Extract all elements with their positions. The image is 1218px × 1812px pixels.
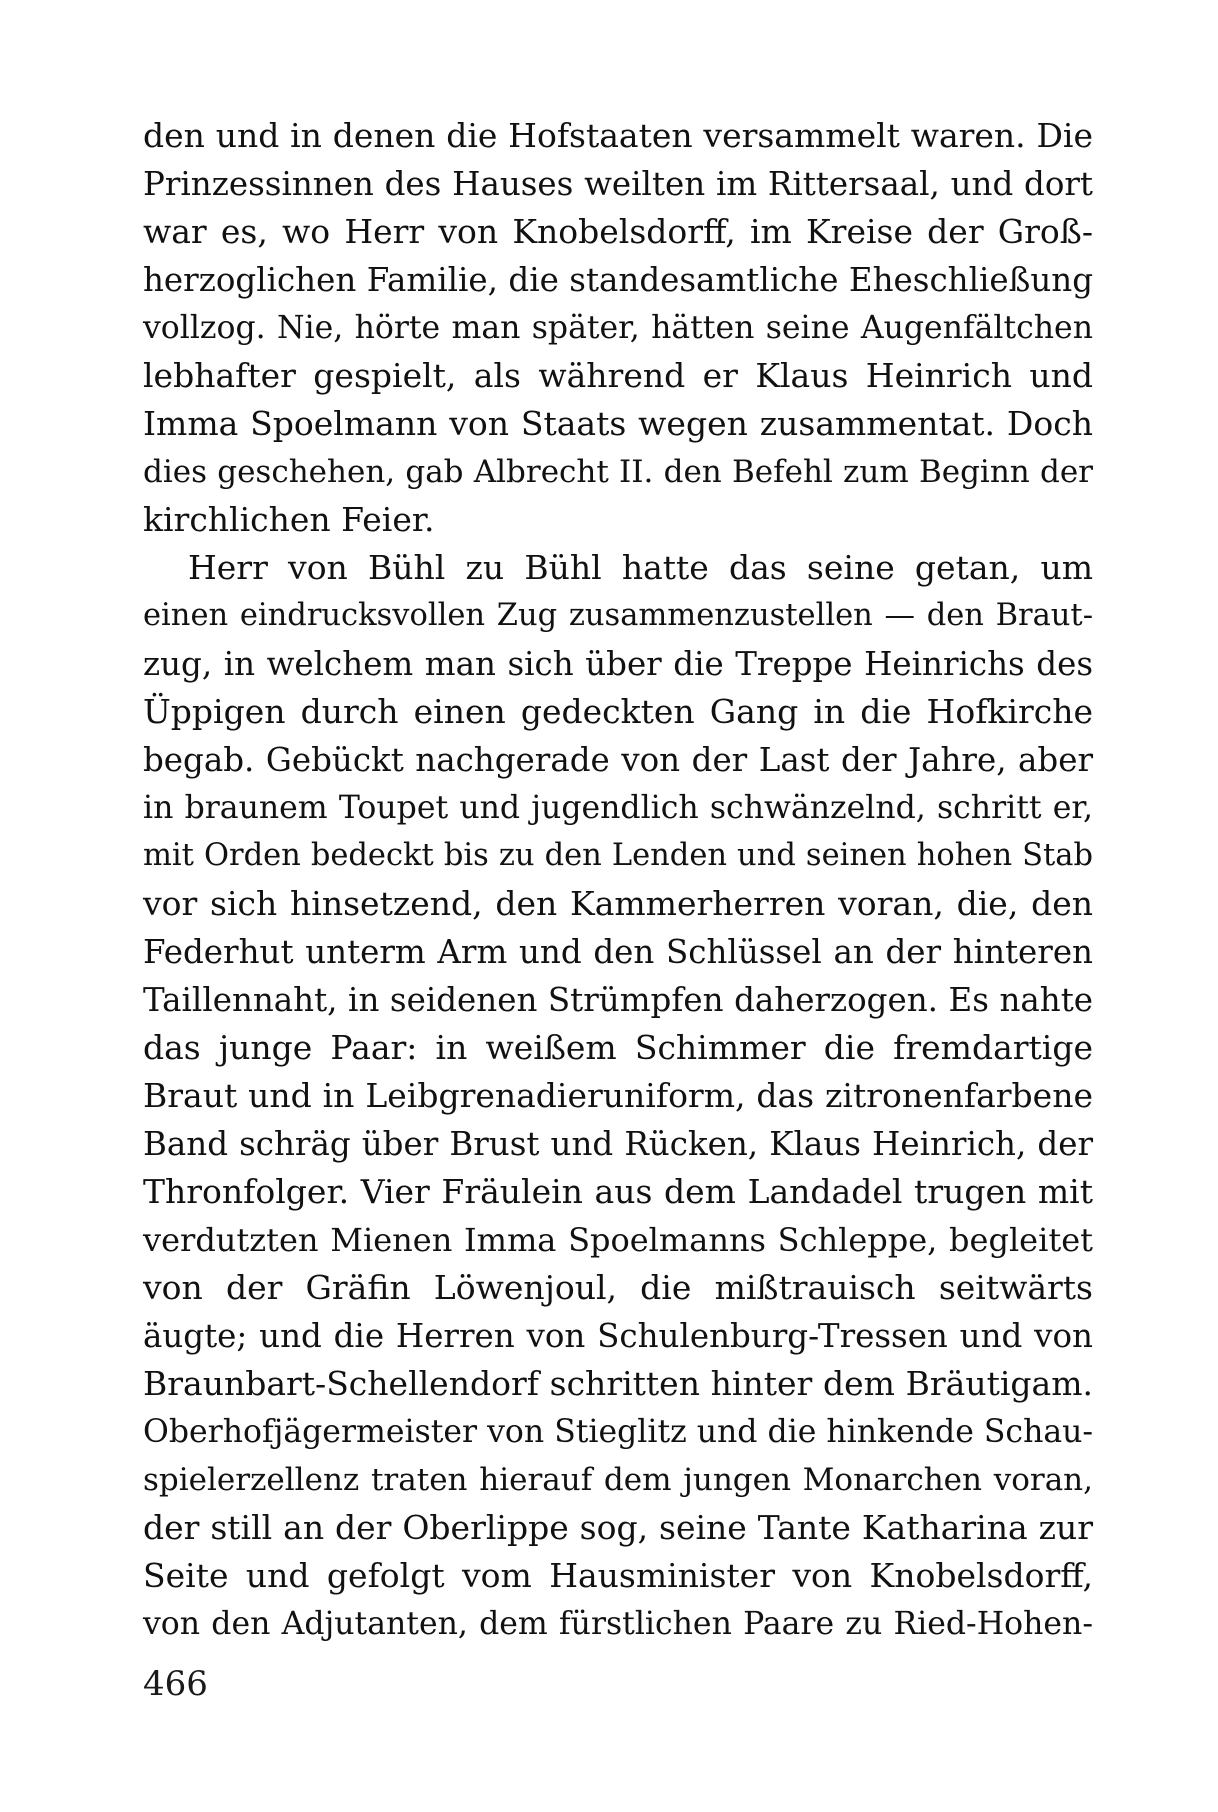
text-line: der still an der Oberlippe sog, seine Tante Katharina zur [143,1508,1093,1547]
text-line: spielerzellenz traten hierauf dem jungen Monarchen voran, [143,1462,1093,1498]
text-line: Oberhofjägermeister von Stieglitz und die hinkende Schau- [143,1414,1094,1450]
text-line: in braunem Toupet und jugendlich schwänzelnd, schritt er, [143,790,1093,826]
text-line: zug, in welchem man sich über die Treppe Heinrichs des [143,645,1093,683]
text-line: äugte; und die Herren von Schulenburg-Tressen und von [143,1317,1093,1355]
text-line: verdutzten Mienen Imma Spoelmanns Schleppe, begleitet [143,1221,1093,1259]
body-text [143,112,1093,1648]
text-line: von den Adjutanten, dem fürstlichen Paare zu Ried-Hohen- [143,1606,1093,1642]
text-line: mit Orden bedeckt bis zu den Lenden und seinen hohen Stab [143,838,1093,873]
text-line: das junge Paar: in weißem Schimmer die fremdartige [143,1028,1093,1067]
text-line: Band schräg über Brust und Rücken, Klaus Heinrich, der [143,1125,1093,1163]
text-line: herzoglichen Familie, die standesamtliche Eheschließung [143,261,1093,299]
text-line: Seite und gefolgt vom Hausminister von Knobelsdorff, [143,1556,1093,1595]
text-line: lebhafter gespielt, als während er Klaus Heinrich und [143,356,1093,395]
page-number: 466 [143,1664,208,1704]
text-line: Thronfolger. Vier Fräulein aus dem Landadel trugen mit [143,1172,1093,1211]
text-line: Federhut unterm Arm und den Schlüssel an der hinteren [143,933,1093,971]
text-line: Üppigen durch einen gedeckten Gang in die Hofkirche [143,692,1093,731]
text-line: begab. Gebückt nachgerade von der Last der Jahre, aber [143,741,1093,779]
text-line: von der Gräfin Löwenjoul, die mißtrauisch seitwärts [143,1268,1093,1307]
text-line: Braut und in Leibgrenadieruniform, das zitronenfarbene [143,1076,1093,1115]
text-line: Imma Spoelmann von Staats wegen zusammentat. Doch [143,404,1093,443]
text-line: dies geschehen, gab Albrecht II. den Befehl zum Beginn der [143,454,1093,490]
paragraph-start-line: Herr von Bühl zu Bühl hatte das seine getan, um [188,548,1093,587]
text-line: Braunbart-Schellendorf schritten hinter dem Bräutigam. [143,1364,1093,1403]
text-line: einen eindrucksvollen Zug zusammenzustellen — den Braut- [143,598,1093,633]
text-line: war es, wo Herr von Knobelsdorff, im Kreise der Groß- [143,212,1093,251]
paragraph-end-line: kirchlichen Feier. [143,500,435,539]
text-line: Prinzessinnen des Hauses weilten im Rittersaal, und dort [143,165,1093,203]
text-line: den und in denen die Hofstaaten versammelt waren. Die [143,116,1093,155]
text-line: vollzog. Nie, hörte man später, hätten seine Augenfältchen [143,310,1093,346]
text-line: vor sich hinsetzend, den Kammerherren voran, die, den [143,884,1093,923]
text-line: Taillennaht, in seidenen Strümpfen daherzogen. Es nahte [143,981,1093,1019]
